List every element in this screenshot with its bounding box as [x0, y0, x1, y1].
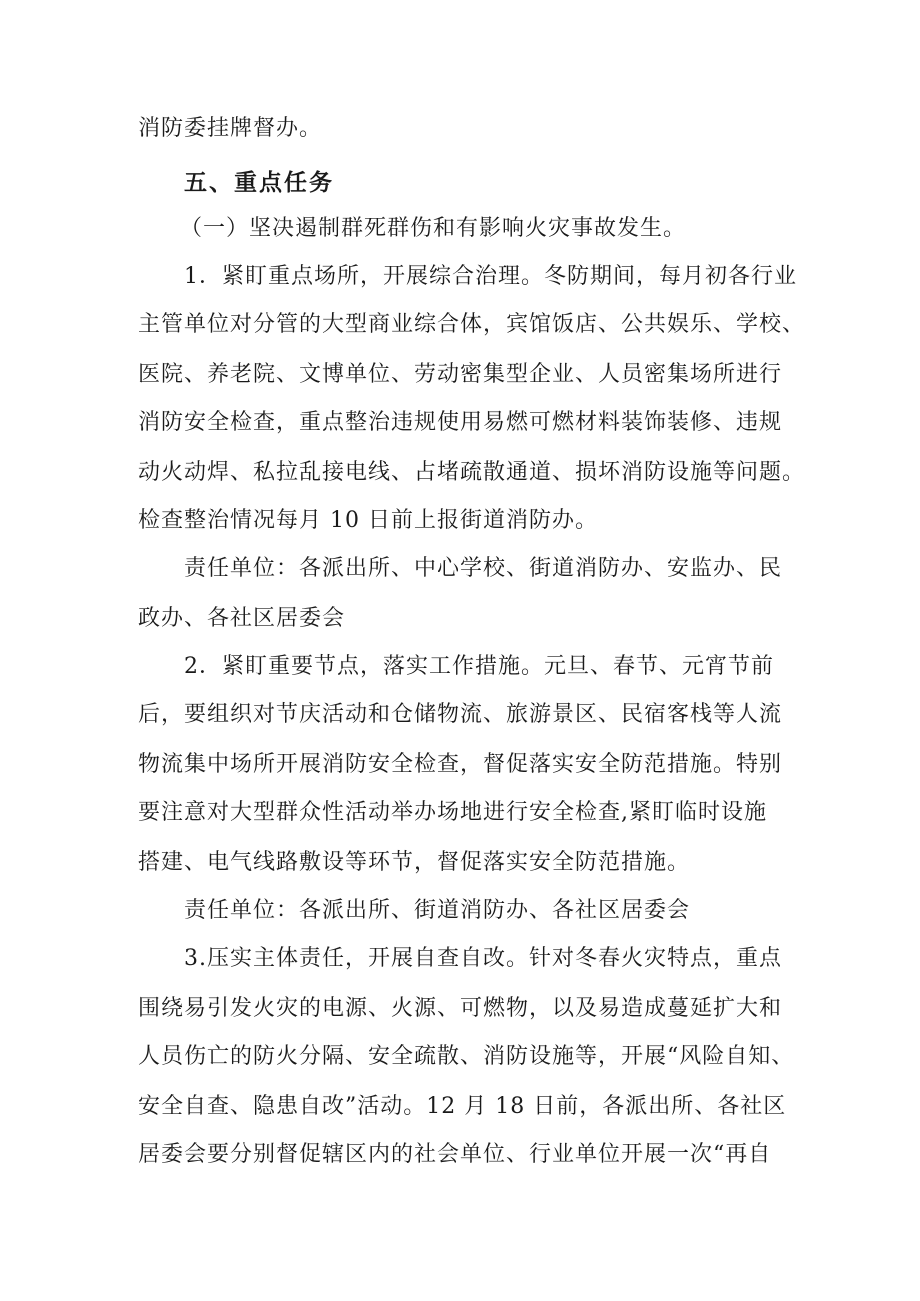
section-heading: 五、重点任务	[184, 170, 334, 196]
text-line: 人员伤亡的防火分隔、安全疏散、消防设施等，开展“风险自知、	[138, 1044, 795, 1069]
subsection-heading: （一）坚决遏制群死群伤和有影响火灾事故发生。	[180, 216, 687, 241]
text-line: 要注意对大型群众性活动举办场地进行安全检查,紧盯临时设施	[138, 800, 767, 825]
text-line: 检查整治情况每月 10 日前上报街道消防办。	[138, 508, 598, 533]
text-line: 消防安全检查，重点整治违规使用易燃可燃材料装饰装修、违规	[138, 410, 783, 435]
text-line: 2．紧盯重要节点，落实工作措施。元旦、春节、元宵节前	[184, 654, 774, 679]
text-line: 动火动焊、私拉乱接电线、占堵疏散通道、损坏消防设施等问题。	[138, 460, 806, 485]
text-line: 围绕易引发火灾的电源、火源、可燃物，以及易造成蔓延扩大和	[138, 996, 783, 1021]
text-line: 3.压实主体责任，开展自查自改。针对冬春火灾特点，重点	[184, 946, 782, 971]
text-line: 1．紧盯重点场所，开展综合治理。冬防期间，每月初各行业	[184, 264, 797, 289]
text-line: 消防委挂牌督办。	[138, 116, 323, 141]
text-line: 责任单位：各派出所、街道消防办、各社区居委会	[184, 898, 691, 923]
text-line: 物流集中场所开展消防安全检查，督促落实安全防范措施。特别	[138, 752, 783, 777]
text-line: 责任单位：各派出所、中心学校、街道消防办、安监办、民	[184, 556, 783, 581]
text-line: 安全自查、隐患自改”活动。12 月 18 日前，各派出所、各社区	[138, 1094, 787, 1119]
text-line: 主管单位对分管的大型商业综合体，宾馆饭店、公共娱乐、学校、	[138, 312, 806, 337]
text-line: 医院、养老院、文博单位、劳动密集型企业、人员密集场所进行	[138, 362, 783, 387]
text-line: 居委会要分别督促辖区内的社会单位、行业单位开展一次“再自	[138, 1142, 772, 1167]
text-line: 政办、各社区居委会	[138, 606, 346, 631]
text-line: 后，要组织对节庆活动和仓储物流、旅游景区、民宿客栈等人流	[138, 702, 783, 727]
text-line: 搭建、电气线路敷设等环节，督促落实安全防范措施。	[138, 850, 691, 875]
